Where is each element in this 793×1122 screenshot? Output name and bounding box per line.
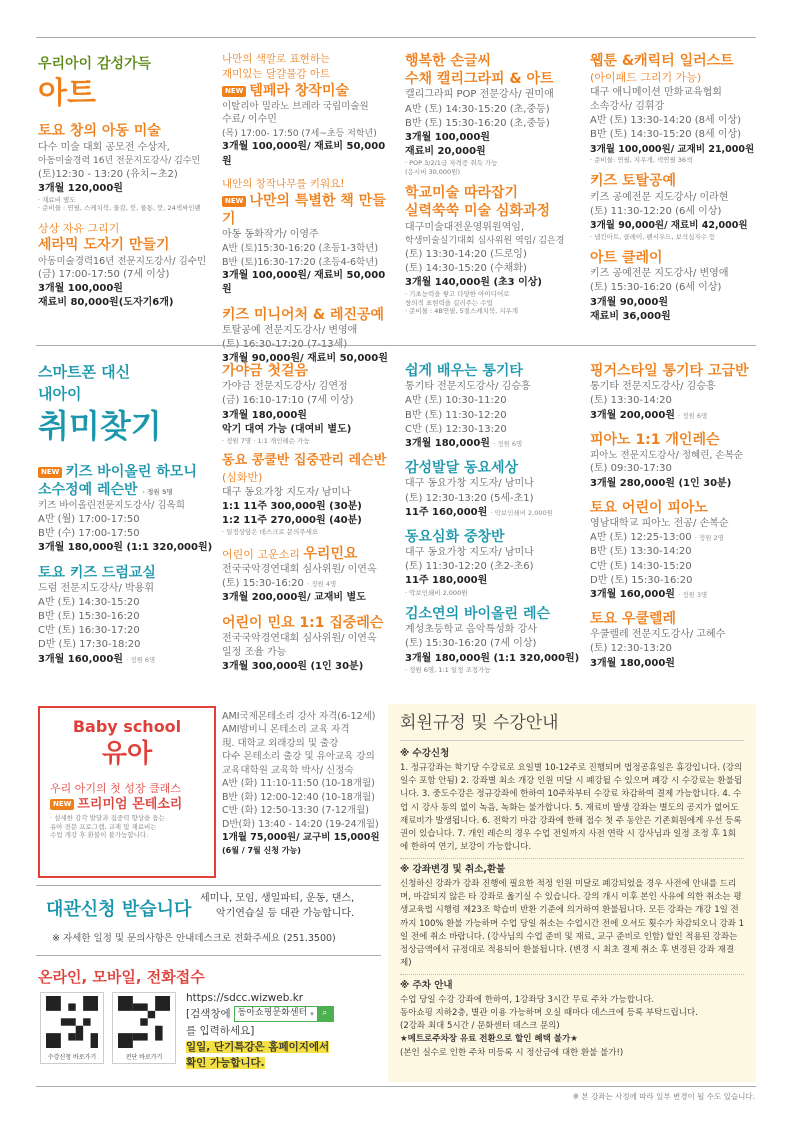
instructor: 다수 몬테소리 출강 및 유아교육 강의 [222,751,375,763]
instructor: 아동미술경력16년 전문지도강사/ 김수민 [38,255,207,267]
rules-text: 신청하신 강좌가 강좌 진행에 필요한 적정 인원 미달로 폐강되었을 경우 사전에 안내를 드리며, 마감되지 않은 타 강좌로 옮기실 수 있습니다. 강의 개시 이후 본인 사유에 의한 취소는 평생교육법 시행령 제23조 학습비 반환 기준에 의거하여 환불됩니다. 모든 강좌는 개강 1일 전까지 100% 환불 가능하며 수업 당일 취소는 수업시간 전에 오셔도 횟수가 차감되오니 강좌 1일 전에 취소 바랍니다. (강사님의 수업 준비 및 재료, 교구 준비로 인함) 할인 적용된 강좌는 정상금액에서 규정대로 적용되어 환불됩니다. (변경 시 최초 결제 취소 후 변경된 강좌 재결제) [400,878,745,969]
course-title: 우리민요 [303,545,358,562]
price: 3개월 180,000원 [222,409,307,421]
instructor: 키즈 공예전문 지도강사/ 변영애 [590,268,729,280]
price: 3개월 120,000원 [38,182,123,194]
price: 3개월 100,000원/ 교재비 21,000원 [590,143,755,155]
hobby-heading-1: 스마트폰 대신 [38,363,131,381]
rules-warning: ★메트로주차장 유료 전환으로 할인 혜택 불가★ [400,1034,578,1045]
qr-label: 수강신청 바로가기 [47,1054,97,1061]
instructor: 우쿨렐레 전문지도강사/ 고혜수 [590,629,726,641]
baby-school-label: Baby school [72,717,182,736]
new-badge: NEW [222,86,246,97]
schedule: A반 (토) 14:30-15:20 (초,중등) [405,103,550,115]
price: 재료비 20,000원 [405,146,486,158]
price: 3개월 90,000원/ 재료비 42,000원 [590,220,748,232]
rules-section-title: ※ 주차 안내 [400,980,453,992]
schedule: B반 (토) 15:30-16:20 [38,611,140,623]
instructor: 토탈공예 전문지도강사/ 변영애 [222,324,358,336]
instructor: 학생미술실기대회 심사위원 역임/ 김은경 [405,235,565,246]
rules-text: 1. 정규강좌는 학기당 수강료로 요일별 10-12주로 진행되며 법정공휴일은 휴강입니다. (강의 일수 포함 안됨) 2. 강좌별 최소 개강 인원 미달 시 폐강될 수 있으며 폐강 시 수강료는 환불됩니다. 3. 중도수강은 정규강좌에 한하여 10주차부터 수강료 차감하여 결제 가능합니다. 4. 수업 시 강사 동의 없이 녹음, 녹화는 불가합니다. 5. 재료비 발생 강좌는 별도의 공지가 없어도 재료비가 발생됩니다. 6. 전학기 마감 강좌에 한해 접수 첫 주 동안은 기존회원에게 우선 등록권이 있습니다. 7. 개인 레슨의 경우 수업 전일까지 사전 연락 시 강사님과 일정 조정 후 1회에 한하여 연기, 보강이 가능합니다. [400,763,743,853]
price: 3개월 200,000원/ 교재비 별도 [222,592,366,604]
price: 3개월 160,000원 [38,653,123,665]
price: 3개월 180,000원 (1:1 320,000원) [405,652,580,664]
qr-icon [44,996,100,1048]
schedule: A반 (토)15:30-16:20 (초등1-3학년) [222,243,379,255]
price: 악기 대여 가능 (대여비 별도) [222,423,352,435]
qr-code-2 [112,992,176,1064]
footer-note: ※ 본 강좌는 사정에 따라 일부 변경이 될 수도 있습니다. [572,1092,755,1101]
rules-title: 회원규정 및 수강안내 [400,710,744,741]
art-col-1 [38,55,218,311]
price: 1개월 75,000원/ 교구비 15,000원 [222,832,380,844]
schedule: B반 (토)16:30-17:20 (초등4-6학년) [222,256,379,268]
rules-section-title: ※ 강좌변경 및 취소,환불 [400,864,506,876]
course-title: 소수정예 레슨반 [38,482,138,499]
instructor: 대구 동요가창 지도자/ 남미나 [405,547,534,559]
search-query: 동아쇼핑문화센터 [237,1008,308,1019]
schedule: C반 (토) 14:30-15:20 [590,560,692,572]
course-title: 가야금 첫걸음 [222,363,309,379]
course-title: 피아노 1:1 개인레슨 [590,431,720,448]
qr-label: 전단 바로가기 [125,1054,163,1061]
schedule: B반 (토) 11:30-12:20 [405,409,507,421]
hobby-heading-3: 취미찾기 [38,406,162,445]
note: · 정원 6명 [493,439,523,448]
new-badge: NEW [50,799,74,810]
online-title: 온라인, 모바일, 전화접수 [38,968,205,986]
instructor: 통기타 전문지도강사/ 김승흥 [590,381,716,393]
note: · 정원 7명 · 1:1 개인레슨 가능 [222,436,310,445]
note: · 섬세한 감각 발달과 집중력 향상을 돕는 [50,814,165,823]
course-title: 토요 어린이 피아노 [590,499,708,516]
rules-box [388,704,756,1082]
top-divider [36,37,756,38]
rental-note: ※ 자세한 일정 및 문의사항은 안내데스크로 전화주세요 (251.3500) [52,933,336,944]
note: · 정원 6명, 1:1 일정 조정가능 [405,665,491,674]
instructor: 다수 미술 대회 공모전 수상자, [38,141,170,153]
schedule: (토) 09:30-17:30 [590,463,672,475]
schedule: (토) 12:30-13:20 (5세-초1) [405,492,534,504]
instructor: 대구 애니메이션 만화교육협회 [590,86,722,98]
hobby-col-2 [222,362,397,674]
instructor: 계성초등학교 음악특성화 강사 [405,624,537,636]
price: 3개월 180,000원 (1:1 320,000원) [38,542,213,554]
art-col-2 [222,52,392,366]
schedule: B반 (수) 17:00-17:50 [38,528,140,540]
instructor: 아동미술경력 16년 전문지도강사/ 김수민 [38,155,201,166]
price: 3개월 90,000원 [590,296,669,308]
art-col-3 [405,52,580,315]
course-subtitle: 상상 자유 그리기 [38,221,120,235]
instructor: 이탈리아 밀라노 브레라 국립미술원 [222,101,369,112]
price: 재료비 80,000원(도자기6개) [38,297,174,309]
schedule: (토) 14:30-15:20 (수채화) [405,262,527,274]
schedule: C반 (토) 16:30-17:20 [38,625,140,637]
rules-text: 수업 당일 수강 강좌에 한하여, 1강좌당 3시간 무료 주차 가능합니다. [400,994,655,1005]
schedule: D반 (토) 15:30-16:20 [590,574,693,586]
new-badge: NEW [222,196,246,207]
price: 3개월 100,000원 [38,283,123,295]
instructor: 키즈 바이올린전문지도강사/ 김옥희 [38,500,185,512]
course-subtitle: 내안의 창작나무를 키워요! [222,177,345,190]
instructor: 대구 동요가창 지도자/ 남미나 [405,478,534,490]
schedule: A반 (화) 11:10-11:50 (10-18개월) [222,778,375,790]
course-title: 동요심화 중창반 [405,528,505,545]
art-heading-2: 아트 [38,75,96,111]
note: · 정원 6명 [126,655,156,664]
schedule: (토) 13:30-14:20 (드로잉) [405,248,527,260]
note: 수업 개강 후 환불이 불가능합니다. [50,831,149,840]
rules-text: 동아쇼핑 지하2층, 별관 이용 가능하며 오실 때마다 데스크에 등록 부탁드립니다. [400,1008,698,1019]
price: 3개월 140,000원 (초3 이상) [405,276,543,288]
online-info [186,990,381,1071]
course-subtitle: 재미있는 달걀물감 아트 [222,67,331,80]
schedule: A반 (토) 13:30-14:20 (8세 이상) [590,115,742,127]
price: 11주 180,000원 [405,575,488,587]
schedule: D반 (토) 17:30-18:20 [38,639,141,651]
instructor: 드럼 전문지도강사/ 박용휘 [38,582,154,594]
search-icon[interactable]: ⌕ [317,1007,333,1021]
rules-text: (2강좌 최대 5시간 / 문화센터 데스크 문의) [400,1021,560,1032]
course-title: 토요 창의 아동 미술 [38,123,161,140]
rental-text [200,892,354,921]
course-title: 감성발달 동요세상 [405,460,519,477]
schedule: D반(화) 13:40 - 14:20 (19-24개월) [222,818,379,830]
website-url[interactable]: https://sdcc.wizweb.kr [186,992,304,1004]
note: (6월 / 7월 신청 가능) [222,845,301,855]
course-title: 핑거스타일 통기타 고급반 [590,363,749,379]
schedule: (토) 13:30-14:20 [590,395,672,407]
baby-school-title: 유아 [101,739,153,770]
course-title: 키즈 바이올린 하모니 [65,464,197,481]
schedule: B반 (토) 13:30-14:20 [590,546,692,558]
course-title: 어린이 민요 1:1 집중레슨 [222,614,384,631]
art-heading-1: 우리아이 감성가득 [38,56,152,72]
schedule: (토) 11:30-12:20 (6세 이상) [590,205,722,217]
course-title: 키즈 미니어처 & 레진공예 [222,306,385,323]
instructor: 대구미술대전운영위원역임, [405,221,525,233]
schedule: B반 (토) 14:30-15:20 (8세 이상) [590,129,742,141]
instructor: 現. 대학교 외래강의 및 출강 [222,737,339,749]
schedule: A반 (토) 12:25-13:00 [590,532,692,544]
instructor: 영남대학교 피아노 전공/ 손복순 [590,517,729,529]
schedule: (금) 16:10-17:10 (7세 이상) [222,395,354,407]
note: · POP 3/2/1급 자격증 취득 가능 [405,159,498,168]
price: 3개월 180,000원 [405,437,490,449]
schedule: (금) 17:00-17:50 (7세 이상) [38,269,170,281]
note: · 준비물 : 연필, 스케치북, 물감, 붓, 물통, 붓, 24색싸인펜 [38,204,201,213]
price: 3개월 280,000원 (1인 30분) [590,477,732,489]
course-subtitle: 행복한 손글씨 [405,53,492,69]
schedule: A반 (토) 14:30-15:20 [38,596,140,608]
instructor: 아동 동화작가/ 이영주 [222,229,319,241]
note: · 정원 4명 [307,580,337,589]
note: · 정원 5명 [142,488,173,497]
price: 3개월 300,000원 (1인 30분) [222,661,364,673]
course-title: 쉽게 배우는 통기타 [405,363,523,379]
hobby-col-4 [590,362,760,671]
note: · 악보인쇄비 2,000원 [405,588,468,597]
schedule: C반 (화) 12:50-13:30 (7-12개월) [222,805,369,817]
schedule: B반 (화) 12:00-12:40 (10-18개월) [222,791,375,803]
baby-school-box [38,706,216,878]
course-title: 토요 우쿨렐레 [590,611,677,628]
schedule: 일정 조율 가능 [222,647,287,658]
schedule: (토) 15:30-16:20 [222,578,304,590]
rules-section-title: ※ 수강신청 [400,748,450,760]
art-col-4 [590,52,760,324]
course-title: 세라믹 도자기 만들기 [38,237,170,254]
note: · 일정상담은 데스크로 문의주세요 [222,528,319,537]
note: · 재료비 별도 [38,195,76,204]
note: · 기초능력을 쌓고 다양한 아이디어로 [405,290,510,299]
course-title: 아트 클레이 [590,249,663,266]
schedule: (토) 15:30-16:20 (6세 이상) [590,282,722,294]
online-divider [36,955,381,956]
instructor: 소속강사/ 김휘강 [590,100,665,112]
highlight-text: 확인 가능합니다. [186,1057,265,1070]
rules-text: (본인 실수로 인한 주차 미등록 시 정산금에 대한 환불 불가!) [400,1047,624,1058]
qr-icon [116,996,172,1048]
dropdown-icon: ▾ [310,1009,314,1018]
price: 3개월 100,000원 [405,131,490,143]
instructor: 가야금 전문지도강사/ 김연정 [222,381,348,393]
course-subtitle: 나만의 색깔로 표현하는 [222,53,331,65]
course-subtitle: 학교미술 따라잡기 [405,185,519,202]
hobby-col-3 [405,362,583,674]
new-badge: NEW [38,467,62,478]
course-title: 나만의 특별한 책 만들기 [222,192,386,227]
course-title: 프리미엄 몬테소리 [77,797,183,813]
course-title: 키즈 토탈공예 [590,173,677,190]
note: · 정원 3명 [678,590,708,599]
schedule: (토) 11:30-12:20 (초2-초6) [405,561,534,573]
instructor: 키즈 공예전문 지도강사/ 이라현 [590,191,729,203]
section-divider [36,345,756,346]
rental-divider [36,885,381,886]
instructor: 전국국악경연대회 심사위원/ 이연옥 [222,564,377,576]
note: 유아 전문 프로그램, 교재 및 재료비는 [50,822,157,831]
schedule: A반 (월) 17:00-17:50 [38,513,140,525]
schedule: (목) 17:00- 17:50 (7세~초등 저학년) [222,128,377,139]
course-title: 토요 키즈 드럼교실 [38,564,156,581]
price: 3개월 100,000원/ 재료비 50,000원 [222,141,386,167]
course-title: 김소연의 바이올린 레슨 [405,606,550,623]
note: · 악보인쇄비 2,000원 [490,508,553,517]
course-title: (심화반) [222,471,263,485]
hobby-heading-2: 내아이 [38,384,82,403]
note: (응시비 30,000원) [405,167,460,176]
note: · 정원 2명 [694,534,724,543]
qr-code-1 [40,992,104,1064]
course-title: 실력쑥쑥 미술 심화과정 [405,203,550,220]
price: 1:2 11주 270,000원 (40분) [222,515,362,527]
price: 3개월 180,000원 [590,657,675,669]
instructor: 피아노 전문지도강사/ 정혜린, 손복순 [590,449,743,461]
rental-title: 대관신청 받습니다 [46,899,192,920]
instructor: AMI밤비니 몬테소리 교육 자격 [222,724,350,736]
course-title: (아이패드 그리기 가능) [590,71,702,85]
search-instruction: 를 입력하세요] [186,1024,255,1037]
instructor: 전국국악경연대회 심사위원/ 이연옥 [222,632,377,644]
highlight-text: 일일, 단기특강은 홈페이지에서 [186,1040,330,1053]
note: 창의적 표현력을 길러주는 수업 [405,298,493,307]
price: 1:1 11주 300,000원 (30분) [222,501,362,513]
instructor: 통기타 전문지도강사/ 김승흥 [405,381,531,393]
schedule: B반 (토) 15:30-16:20 (초,중등) [405,117,550,129]
course-title: 수채 캘리그라피 & 아트 [405,71,554,88]
price: 11주 160,000원 [405,506,488,518]
instructor: 교육대학원 교육학 박사/ 신정숙 [222,764,354,776]
note: · 정원 6명 [678,411,708,420]
baby-school-details [222,710,387,856]
course-title: 템페라 창작미술 [249,82,349,99]
course-subtitle: 우리 아기의 첫 성장 클래스 [50,781,181,795]
schedule: (토)12:30 - 13:20 (유치~초2) [38,168,178,180]
price: 재료비 36,000원 [590,310,671,322]
schedule: C반 (토) 12:30-13:20 [405,423,507,435]
search-instruction: [검색창에 [186,1008,231,1021]
price: 3개월 200,000원 [590,409,675,421]
hobby-col-1 [38,362,218,667]
search-box[interactable] [234,1006,334,1022]
instructor: 캘리그라피 POP 전문강사/ 권미애 [405,89,554,101]
schedule: A반 (토) 10:30-11:20 [405,395,507,407]
note: · 준비물 : 4B연필, 5절스케치북, 지우개 [405,306,519,315]
course-title: 웹툰 &캐릭터 일러스트 [590,53,734,69]
price: 3개월 100,000원/ 재료비 50,000원 [222,270,386,296]
rental-desc: 악기연습실 등 대관 가능합니다. [215,907,355,919]
course-title: 동요 콩쿨반 집중관리 레슨반 [222,453,387,469]
schedule: (토) 12:30-13:20 [590,643,672,655]
schedule: (토) 15:30-16:20 (7세 이상) [405,638,537,650]
instructor: 대구 동요가창 지도자/ 남미나 [222,486,351,498]
instructor: 수료/ 이수민 [222,114,277,126]
bottom-divider [36,1086,756,1087]
note: · 준비물: 연필, 지우개, 색연필 36색 [590,156,693,165]
price: 3개월 90,000원/ 재료비 50,000원 [222,353,388,365]
instructor: AMI국제몬테소리 강사 자격(6-12세) [222,711,376,722]
rental-desc: 세미나, 모임, 생일파티, 운동, 댄스, [200,893,355,904]
price: 3개월 160,000원 [590,588,675,600]
note: · 냅킨아트, 클레이, 펜시우드, 보석십자수 등 [590,232,716,241]
course-subtitle: 어린이 고운소리 [222,547,300,561]
